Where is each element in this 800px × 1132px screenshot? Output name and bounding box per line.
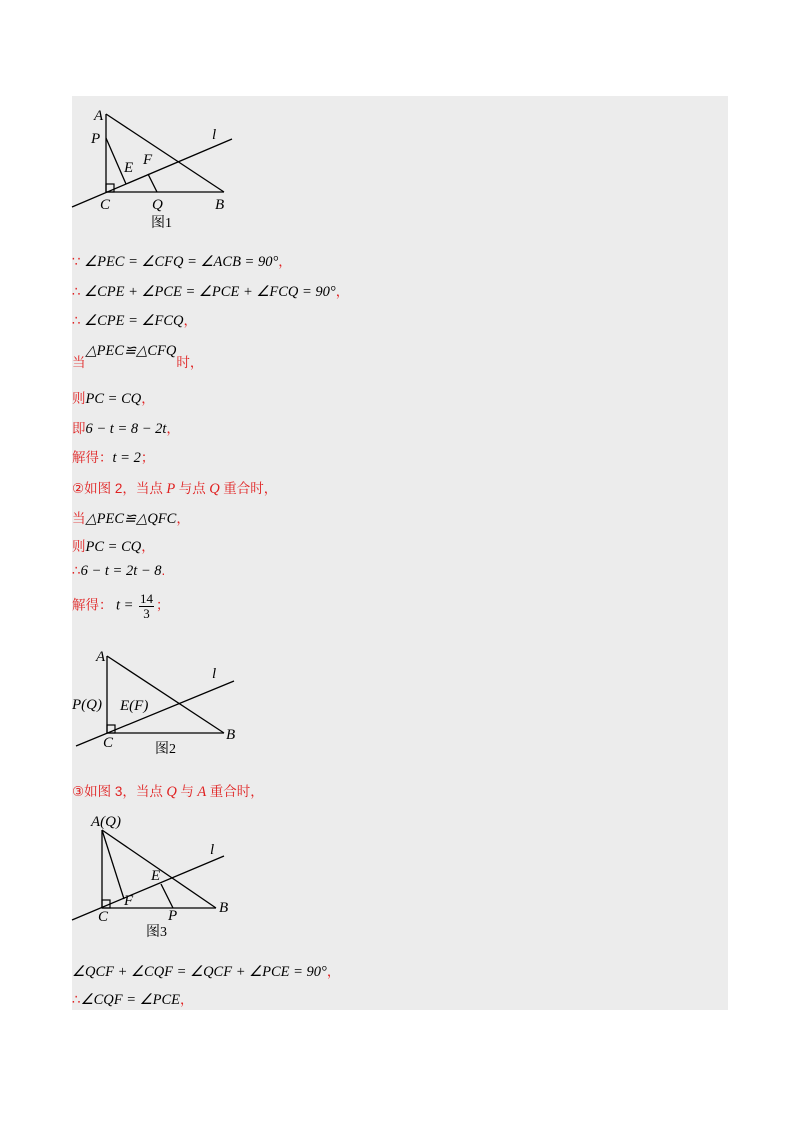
fig2-label-PQ: P(Q) (72, 697, 102, 713)
fig1-caption: 图1 (151, 216, 172, 231)
text-line: ∠QCF + ∠CQF = ∠QCF + ∠PCE = 90°， (72, 964, 341, 980)
fig2-label-C: C (103, 735, 114, 751)
fig1-label-B: B (215, 197, 225, 213)
case-2-heading: ②如图 2，当点 P 与点 Q 重合时， (72, 481, 278, 497)
figure-2-diagram (72, 648, 247, 758)
fig1-label-l: l (212, 127, 217, 143)
text-line: 则PC = CQ， (72, 539, 155, 555)
text-line: 解得：t = 2； (72, 450, 155, 466)
case-3-heading: ③如图 3，当点 Q 与 A 重合时， (72, 784, 264, 800)
fig1-label-F: F (143, 152, 153, 168)
fig2-label-l: l (212, 666, 217, 682)
text-line: 当△PEC≌△CFQ时， (72, 343, 204, 370)
fig1-label-E: E (124, 160, 134, 176)
figure-2 (72, 648, 247, 758)
text-line: ∴6 − t = 2t − 8. (72, 563, 166, 579)
text-line: ∵ ∠PEC = ∠CFQ = ∠ACB = 90°， (72, 254, 292, 270)
fig3-caption: 图3 (146, 925, 167, 940)
text-line: ∴ ∠CPE = ∠FCQ， (72, 313, 198, 329)
fig3-label-E: E (151, 868, 161, 884)
fig1-label-P: P (91, 131, 101, 147)
fig2-label-A: A (96, 649, 106, 665)
text-line: 即6 − t = 8 − 2t， (72, 421, 180, 437)
text-line: 当△PEC≌△QFC， (72, 511, 190, 527)
figure-3-diagram (72, 812, 242, 942)
figure-1-diagram (72, 106, 242, 236)
content-panel (72, 96, 728, 1010)
fig3-label-C: C (98, 909, 109, 925)
fig2-caption: 图2 (155, 742, 176, 757)
text-line: ∴ ∠CPE + ∠PCE = ∠PCE + ∠FCQ = 90°， (72, 284, 350, 300)
fig1-label-Q: Q (152, 197, 163, 213)
fig3-label-B: B (219, 900, 229, 916)
text-line: ∴∠CQF = ∠PCE， (72, 992, 194, 1008)
fig1-label-A: A (94, 108, 104, 124)
text-line: 则PC = CQ， (72, 391, 155, 407)
fig3-label-F: F (124, 893, 134, 909)
fig3-label-AQ: A(Q) (91, 814, 121, 830)
fig2-label-EF: E(F) (120, 698, 149, 714)
figure-3 (72, 812, 242, 942)
fig1-label-C: C (100, 197, 111, 213)
fig3-label-P: P (168, 908, 178, 924)
solve-line: 解得： t = $\frac{14}{3}$ ； (72, 591, 170, 621)
fraction: $\frac{14}{3}$ (139, 591, 153, 621)
figure-1 (72, 106, 242, 236)
fig2-label-B: B (226, 727, 236, 743)
fig3-label-l: l (210, 842, 215, 858)
